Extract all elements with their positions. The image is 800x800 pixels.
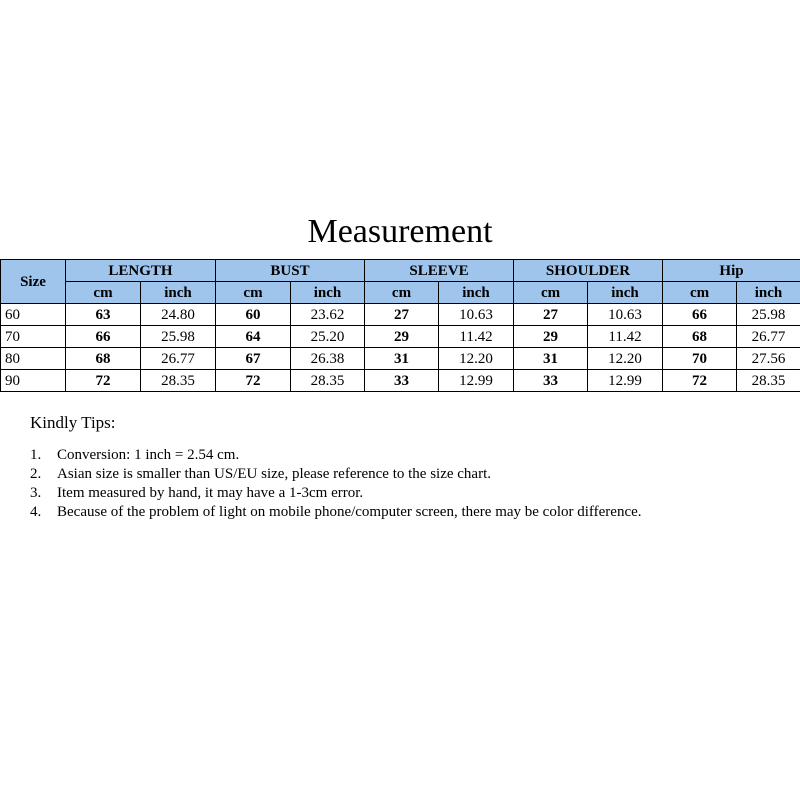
group-header-sleeve: SLEEVE [365,260,514,282]
length-inch-cell: 28.35 [141,370,216,392]
page-title: Measurement [307,213,493,250]
sleeve-cm-cell: 31 [365,348,439,370]
unit-header-cm: cm [365,282,439,304]
size-cell: 90 [1,370,66,392]
tip-text: Item measured by hand, it may have a 1-3cm error. [57,485,364,501]
unit-header-inch: inch [588,282,663,304]
size-header: Size [1,260,66,304]
sleeve-cm-cell: 33 [365,370,439,392]
hip-cm-cell: 72 [663,370,737,392]
tip-number: 3. [30,485,42,501]
bust-inch-cell: 28.35 [291,370,365,392]
bust-cm-cell: 72 [216,370,291,392]
unit-header-inch: inch [291,282,365,304]
bust-inch-cell: 26.38 [291,348,365,370]
tip-item [30,465,730,484]
hip-inch-cell: 27.56 [737,348,800,370]
bust-inch-cell: 23.62 [291,304,365,326]
length-inch-cell: 24.80 [141,304,216,326]
table-row [1,326,800,348]
group-header-bust: BUST [216,260,365,282]
size-cell: 60 [1,304,66,326]
size-chart-table [0,259,800,392]
bust-inch-cell: 25.20 [291,326,365,348]
bust-cm-cell: 60 [216,304,291,326]
sleeve-cm-cell: 27 [365,304,439,326]
sleeve-inch-cell: 12.20 [439,348,514,370]
sleeve-cm-cell: 29 [365,326,439,348]
hip-cm-cell: 68 [663,326,737,348]
length-cm-cell: 63 [66,304,141,326]
shoulder-inch-cell: 12.20 [588,348,663,370]
unit-header-cm: cm [66,282,141,304]
group-header-length: LENGTH [66,260,216,282]
hip-inch-cell: 25.98 [737,304,800,326]
length-cm-cell: 72 [66,370,141,392]
tip-number: 4. [30,504,42,520]
unit-header-inch: inch [737,282,800,304]
hip-inch-cell: 28.35 [737,370,800,392]
group-header-row [1,260,800,282]
unit-header-cm: cm [216,282,291,304]
shoulder-cm-cell: 33 [514,370,588,392]
shoulder-cm-cell: 31 [514,348,588,370]
table-row [1,348,800,370]
length-cm-cell: 68 [66,348,141,370]
shoulder-inch-cell: 12.99 [588,370,663,392]
bust-cm-cell: 64 [216,326,291,348]
unit-header-row [1,282,800,304]
unit-header-cm: cm [663,282,737,304]
unit-header-cm: cm [514,282,588,304]
bust-cm-cell: 67 [216,348,291,370]
group-header-shoulder: SHOULDER [514,260,663,282]
sleeve-inch-cell: 11.42 [439,326,514,348]
shoulder-cm-cell: 29 [514,326,588,348]
group-header-hip: Hip [663,260,800,282]
shoulder-inch-cell: 11.42 [588,326,663,348]
sleeve-inch-cell: 10.63 [439,304,514,326]
tip-item [30,503,657,522]
hip-inch-cell: 26.77 [737,326,800,348]
tips-title: Kindly Tips: [30,413,116,432]
tip-number: 2. [30,466,42,482]
length-cm-cell: 66 [66,326,141,348]
size-cell: 80 [1,348,66,370]
tips-list [30,446,730,522]
length-inch-cell: 25.98 [141,326,216,348]
unit-header-inch: inch [439,282,514,304]
unit-header-inch: inch [141,282,216,304]
tip-number: 1. [30,447,42,463]
size-cell: 70 [1,326,66,348]
tip-text: Because of the problem of light on mobile phone/computer screen, there may be color difference. [57,504,642,520]
tip-item [30,446,730,465]
tip-text: Asian size is smaller than US/EU size, please reference to the size chart. [57,466,491,482]
table-row [1,370,800,392]
tips-section [30,412,730,522]
shoulder-inch-cell: 10.63 [588,304,663,326]
tip-text: Conversion: 1 inch = 2.54 cm. [57,447,240,463]
table-row [1,304,800,326]
length-inch-cell: 26.77 [141,348,216,370]
shoulder-cm-cell: 27 [514,304,588,326]
tip-item [30,484,730,503]
hip-cm-cell: 66 [663,304,737,326]
sleeve-inch-cell: 12.99 [439,370,514,392]
hip-cm-cell: 70 [663,348,737,370]
